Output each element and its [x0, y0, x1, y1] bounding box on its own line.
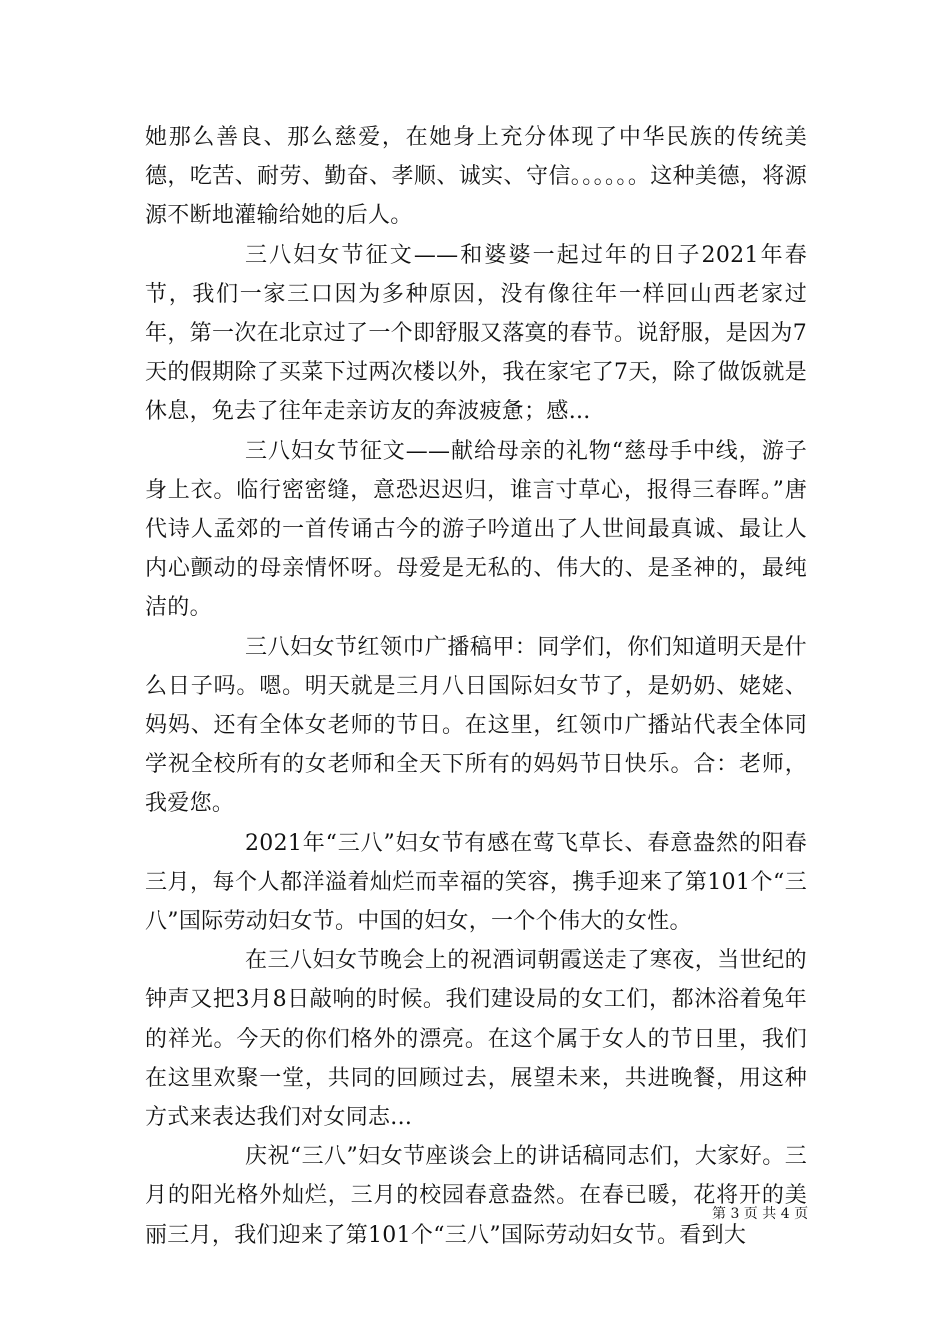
paragraph-toast-speech: 在三八妇女节晚会上的祝酒词朝霞送走了寒夜，当世纪的钟声又把3月8日敲响的时候。我们建设局的女工们，都沐浴着兔年的祥光。今天的你们格外的漂亮。在这个属于女人的节日里，我们在这里欢聚一堂，共同的回顾过去，展望未来，共进晚餐，用这种方式来表达我们对女同志... — [145, 948, 807, 1131]
paragraph-gift-for-mother: 三八妇女节征文——献给母亲的礼物“慈母手中线，游子身上衣。临行密密缝，意恐迟迟归，谁言寸草心，报得三春晖。”唐代诗人孟郊的一首传诵古今的游子吟道出了人世间最真诚、最让人内心颤动的母亲情怀呀。母爱是无私的、伟大的、是圣神的，最纯洁的。 — [145, 438, 807, 621]
paragraph-new-year-with-mother-in-law: 三八妇女节征文——和婆婆一起过年的日子2021年春节，我们一家三口因为多种原因，没有像往年一样回山西老家过年，第一次在北京过了一个即舒服又落寞的春节。说舒服，是因为7天的假期除了买菜下过两次楼以外，我在家宅了7天，除了做饭就是休息，免去了往年走亲访友的奔波疲惫；感... — [145, 242, 807, 425]
paragraph-symposium-speech: 庆祝“三八”妇女节座谈会上的讲话稿同志们，大家好。三月的阳光格外灿烂，三月的校园春意盎然。在春已暖，花将开的美丽三月，我们迎来了第101个“三八”国际劳动妇女节。看到大 — [145, 1144, 807, 1248]
document-body — [145, 118, 807, 1255]
paragraph-womens-day-thoughts: 2021年“三八”妇女节有感在莺飞草长、春意盎然的阳春三月，每个人都洋溢着灿烂而幸福的笑容，携手迎来了第101个“三八”国际劳动妇女节。中国的妇女，一个个伟大的女性。 — [145, 830, 807, 935]
paragraph-red-scarf-broadcast: 三八妇女节红领巾广播稿甲：同学们，你们知道明天是什么日子吗。嗯。明天就是三月八日国际妇女节了，是奶奶、姥姥、妈妈、还有全体女老师的节日。在这里，红领巾广播站代表全体同学祝全校所有的女老师和全天下所有的妈妈节日快乐。合：老师，我爱您。 — [145, 634, 807, 817]
page-number-footer: 第 3 页 共 4 页 — [712, 1206, 809, 1222]
paragraph-continuation: 她那么善良、那么慈爱，在她身上充分体现了中华民族的传统美德，吃苦、耐劳、勤奋、孝顺、诚实、守信。。。。。。这种美德，将源源不断地灌输给她的后人。 — [145, 125, 807, 229]
